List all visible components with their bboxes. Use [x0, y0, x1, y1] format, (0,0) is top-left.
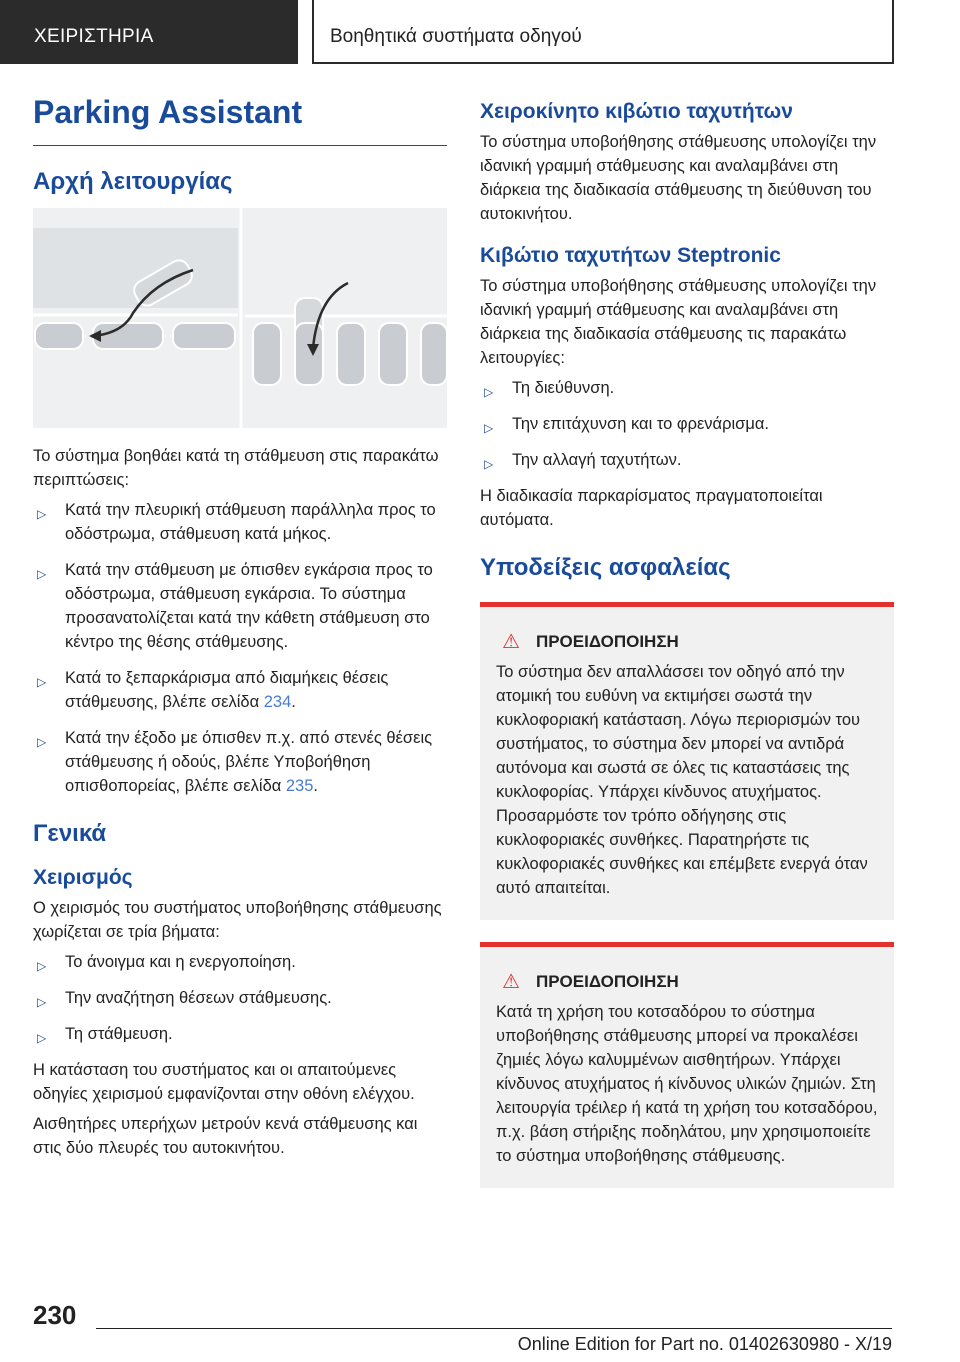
intro-text: Το σύστημα βοηθάει κατά τη στάθμευση στις παρακάτω περιπτώσεις: [33, 447, 439, 489]
warning-box [480, 602, 894, 920]
page-title: Parking Assistant [33, 94, 447, 146]
edition-text: Online Edition for Part no. 01402630980 - X/19 [517, 1334, 892, 1354]
auto-text: Η διαδικασία παρκαρίσματος πραγματοποιείται αυτόματα. [480, 487, 823, 529]
triangle-right-icon: ▷ [484, 421, 494, 435]
right-column [480, 100, 894, 1188]
manual-text: Το σύστημα υποβοήθησης στάθμευσης υπολογίζει την ιδανική γραμμή στάθμευσης και αναλαμβάνει στη διάρκεια της διαδικασία στάθμευσης τη διεύθυνση του αυτοκινήτου. [480, 133, 877, 223]
triangle-right-icon: ▷ [37, 735, 47, 749]
heading-general: Γενικά [33, 820, 107, 847]
triangle-right-icon: ▷ [37, 567, 47, 581]
heading-principle: Αρχή λειτουργίας [33, 168, 233, 195]
warning-text: Το σύστημα δεν απαλλάσσει τον οδηγό από την ατομική του ευθύνη να εκτιμήσει σωστά την κυκλοφοριακή κατάσταση. Λόγω περιορισμών του συστήματος, το σύστημα δεν μπορεί να αντιδρά αυτόνομα και σωστά σε όλες τις καταστάσεις της κυκλοφορίας. Υπάρχει κίνδυνος ατυχήματος. Προσαρμόστε τον τρόπο οδήγησης στις κυκλοφοριακές συνθήκες. Παρατηρήστε τις κυκλοφοριακές συνθήκες και επέμβετε ενεργά όταν αυτό απαιτείται. [496, 663, 868, 897]
parking-illustration [33, 208, 447, 428]
list-item: ▷ Την επιτάχυνση και το φρενάρισμα. [480, 412, 894, 436]
triangle-right-icon: ▷ [484, 385, 494, 399]
page-number: 230 [33, 1300, 77, 1330]
heading-manual-gearbox: Χειροκίνητο κιβώτιο ταχυτήτων [480, 100, 793, 123]
warning-title: ⚠ ΠΡΟΕΙΔΟΠΟΙΗΣΗ [502, 631, 679, 653]
page-link[interactable]: 235 [285, 777, 314, 795]
chapter-tab [312, 0, 894, 64]
triangle-right-icon: ▷ [37, 959, 47, 973]
chapter-tab-label: Βοηθητικά συστήματα οδηγού [330, 26, 582, 47]
triangle-right-icon: ▷ [484, 457, 494, 471]
parking-scenarios-graphic [33, 208, 447, 428]
warning-box [480, 942, 894, 1188]
list-item: ▷ Τη διεύθυνση. [480, 376, 894, 400]
section-tab-label: ΧΕΙΡΙΣΤΗΡΙΑ [34, 26, 154, 47]
list-item: ▷ Τη στάθμευση. [33, 1022, 447, 1046]
footer-divider [96, 1328, 892, 1329]
operation-intro: Ο χειρισμός του συστήματος υποβοήθησης στάθμευσης χωρίζεται σε τρία βήματα: [33, 899, 442, 941]
warning-title: ⚠ ΠΡΟΕΙΔΟΠΟΙΗΣΗ [502, 971, 679, 993]
functions-list [480, 376, 894, 472]
list-item: ▷ Την αλλαγή ταχυτήτων. [480, 448, 894, 472]
sensors-text: Αισθητήρες υπερήχων μετρούν κενά στάθμευσης και στις δύο πλευρές του αυτοκινήτου. [33, 1115, 418, 1157]
triangle-right-icon: ▷ [37, 995, 47, 1009]
heading-operation: Χειρισμός [33, 866, 133, 889]
list-item: ▷ Κατά το ξεπαρκάρισμα από διαμήκεις θέσεις στάθμευσης, βλέπε σελίδα 234. [37, 669, 389, 711]
cases-list [33, 498, 447, 798]
list-item: ▷ Κατά την στάθμευση με όπισθεν εγκάρσια προς το οδόστρωμα, στάθμευση εγκάρσια. Το σύστημα προσανατολίζεται κατά την κάθετη στάθμευση στο κέντρο της θέσης στάθμευσης. [37, 561, 433, 651]
warning-triangle-icon: ⚠ [502, 631, 520, 653]
list-item: ▷ Την αναζήτηση θέσεων στάθμευσης. [33, 986, 447, 1010]
steps-list [33, 950, 447, 1046]
page-header [0, 0, 960, 64]
triangle-right-icon: ▷ [37, 507, 47, 521]
status-text: Η κατάσταση του συστήματος και οι απαιτούμενες οδηγίες χειρισμού εμφανίζονται στην οθόνη ελέγχου. [33, 1061, 415, 1103]
warning-triangle-icon: ⚠ [502, 971, 520, 993]
left-column [33, 94, 447, 1166]
triangle-right-icon: ▷ [37, 1031, 47, 1045]
warning-text: Κατά τη χρήση του κοτσαδόρου το σύστημα υποβοήθησης στάθμευσης μπορεί να προκαλέσει ζημιές λόγω καλυμμένων αισθητήρων. Υπάρχει κίνδυνος ατυχήματος ή κίνδυνος υλικών ζημιών. Στη λειτουργία τρέιλερ ή κατά τη χρήση του κοτσαδόρου, π.χ. βάση στήριξης ποδηλάτου, μην χρησιμοποιείτε το σύστημα υποβοήθησης στάθμευσης. [496, 1003, 878, 1165]
section-tab [0, 0, 298, 64]
heading-steptronic: Κιβώτιο ταχυτήτων Steptronic [480, 244, 781, 267]
list-item: ▷ Κατά την πλευρική στάθμευση παράλληλα προς το οδόστρωμα, στάθμευση κατά μήκος. [37, 501, 436, 543]
list-item: ▷ Το άνοιγμα και η ενεργοποίηση. [33, 950, 447, 974]
page-link[interactable]: 234 [263, 693, 292, 711]
triangle-right-icon: ▷ [37, 675, 47, 689]
heading-safety: Υποδείξεις ασφαλείας [480, 554, 731, 581]
steptronic-text: Το σύστημα υποβοήθησης στάθμευσης υπολογίζει την ιδανική γραμμή στάθμευσης και αναλαμβάνει στη διάρκεια της διαδικασία στάθμευσης τις παρακάτω λειτουργίες: [480, 277, 877, 367]
list-item: ▷ Κατά την έξοδο με όπισθεν π.χ. από στενές θέσεις στάθμευσης ή οδούς, βλέπε Υποβοήθηση οπισθοπορείας, βλέπε σελίδα 235. [37, 729, 433, 795]
